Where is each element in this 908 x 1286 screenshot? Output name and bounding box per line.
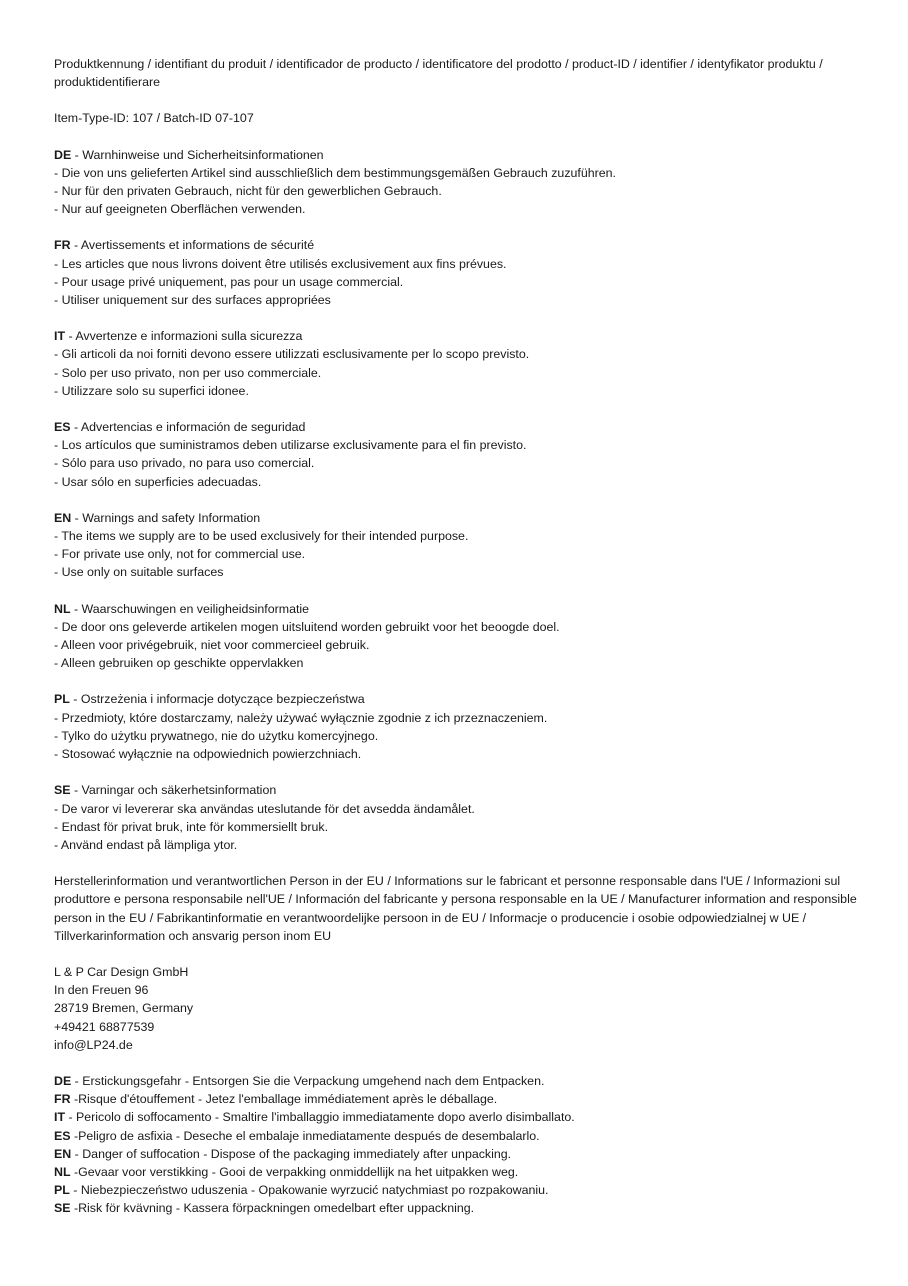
section-line: - Los artículos que suministramos deben utilizarse exclusivamente para el fin previsto.	[54, 438, 527, 453]
product-id-heading	[54, 55, 864, 91]
warning-line-it	[54, 1108, 864, 1126]
section-heading	[54, 690, 864, 708]
warning-line-se	[54, 1199, 864, 1217]
language-code: SE	[54, 783, 71, 798]
section-heading	[54, 146, 864, 164]
section-line: - Les articles que nous livrons doivent être utilisés exclusivement aux fins prévues.	[54, 256, 507, 271]
language-code: FR	[54, 1092, 71, 1107]
warning-line-pl	[54, 1181, 864, 1199]
section-line: - Utilizzare solo su superfici idonee.	[54, 383, 249, 398]
section-line: - Use only on suitable surfaces	[54, 565, 224, 580]
language-code: ES	[54, 1128, 71, 1143]
warning-line-nl	[54, 1163, 864, 1181]
language-code: NL	[54, 1164, 71, 1179]
section-de	[54, 146, 864, 219]
warning-text: - Erstickungsgefahr - Entsorgen Sie die Verpackung umgehend nach dem Entpacken.	[71, 1073, 545, 1088]
warning-text: -Gevaar voor verstikking - Gooi de verpakking onmiddellijk na het uitpakken weg.	[70, 1164, 519, 1179]
item-ids-text: Item-Type-ID: 107 / Batch-ID 07-107	[54, 111, 254, 126]
language-code: DE	[54, 147, 72, 162]
warning-text: -Risk för kvävning - Kassera förpackningen omedelbart efter uppackning.	[70, 1201, 475, 1216]
section-fr	[54, 236, 864, 309]
section-title: - Warnhinweise und Sicherheitsinformationen	[71, 147, 324, 162]
manufacturer-heading	[54, 872, 864, 945]
section-heading	[54, 600, 864, 618]
warning-text: -Peligro de asfixia - Deseche el embalaje inmediatamente después de desembalarlo.	[70, 1128, 540, 1143]
document-page	[54, 55, 864, 1236]
section-title: - Advertencias e información de seguridad	[70, 420, 306, 435]
section-title: - Varningar och säkerhetsinformation	[70, 783, 277, 798]
section-es	[54, 418, 864, 491]
section-pl	[54, 690, 864, 763]
section-heading	[54, 781, 864, 799]
section-line: - For private use only, not for commercial use.	[54, 547, 306, 562]
product-id-heading-text: Produktkennung / identifiant du produit / identificador de producto / identificatore del prodotto / product-ID / identifier / identyfikator produktu / produktidentifierare	[54, 57, 823, 90]
warning-text: - Niebezpieczeństwo uduszenia - Opakowanie wyrzucić natychmiast po rozpakowaniu.	[69, 1183, 549, 1198]
warning-line-en	[54, 1145, 864, 1163]
language-code: PL	[54, 1183, 70, 1198]
section-line: - Nur für den privaten Gebrauch, nicht für den gewerblichen Gebrauch.	[54, 184, 442, 199]
section-line: - Tylko do użytku prywatnego, nie do użytku komercyjnego.	[54, 728, 379, 743]
section-title: - Ostrzeżenia i informacje dotyczące bezpieczeństwa	[69, 692, 365, 707]
suffocation-warnings	[54, 1072, 864, 1218]
section-it	[54, 327, 864, 400]
language-code: SE	[54, 1201, 71, 1216]
city-address: 28719 Bremen, Germany	[54, 1001, 194, 1016]
section-line: - Använd endast på lämpliga ytor.	[54, 837, 238, 852]
section-line: - Utiliser uniquement sur des surfaces appropriées	[54, 293, 331, 308]
section-heading	[54, 236, 864, 254]
language-code: IT	[54, 329, 66, 344]
company-name: L & P Car Design GmbH	[54, 964, 189, 979]
section-title: - Avertissements et informations de sécurité	[70, 238, 315, 253]
language-code: IT	[54, 1110, 66, 1125]
section-line: - Sólo para uso privado, no para uso comercial.	[54, 456, 315, 471]
section-heading	[54, 418, 864, 436]
warning-text: - Pericolo di soffocamento - Smaltire l'imballaggio immediatamente dopo averlo disimballato.	[65, 1110, 575, 1125]
section-line: - Alleen voor privégebruik, niet voor commercieel gebruik.	[54, 638, 370, 653]
section-line: - Nur auf geeigneten Oberflächen verwenden.	[54, 202, 306, 217]
street-address: In den Freuen 96	[54, 983, 149, 998]
section-en	[54, 509, 864, 582]
warning-line-fr	[54, 1090, 864, 1108]
warning-line-es	[54, 1127, 864, 1145]
section-line: - Gli articoli da noi forniti devono essere utilizzati esclusivamente per lo scopo previsto.	[54, 347, 530, 362]
language-code: PL	[54, 692, 70, 707]
section-heading	[54, 327, 864, 345]
section-line: - Die von uns gelieferten Artikel sind ausschließlich dem bestimmungsgemäßen Gebrauch zuzuführen.	[54, 165, 616, 180]
language-code: ES	[54, 420, 71, 435]
section-line: - Pour usage privé uniquement, pas pour un usage commercial.	[54, 274, 404, 289]
section-nl	[54, 600, 864, 673]
section-line: - Usar sólo en superficies adecuadas.	[54, 474, 262, 489]
section-title: - Waarschuwingen en veiligheidsinformatie	[70, 601, 310, 616]
language-code: EN	[54, 1146, 72, 1161]
warning-line-de	[54, 1072, 864, 1090]
section-line: - De varor vi levererar ska användas uteslutande för det avsedda ändamålet.	[54, 801, 475, 816]
section-title: - Avvertenze e informazioni sulla sicurezza	[65, 329, 303, 344]
phone-number: +49421 68877539	[54, 1019, 155, 1034]
warning-text: -Risque d'étouffement - Jetez l'emballage immédiatement après le déballage.	[70, 1092, 498, 1107]
language-code: NL	[54, 601, 71, 616]
language-code: DE	[54, 1073, 72, 1088]
section-line: - De door ons geleverde artikelen mogen uitsluitend worden gebruikt voor het beoogde doel.	[54, 619, 560, 634]
section-se	[54, 781, 864, 854]
warning-text: - Danger of suffocation - Dispose of the packaging immediately after unpacking.	[71, 1146, 512, 1161]
section-line: - Przedmioty, które dostarczamy, należy używać wyłącznie zgodnie z ich przeznaczeniem.	[54, 710, 548, 725]
manufacturer-heading-text: Herstellerinformation und verantwortlichen Person in der EU / Informations sur le fabricant et personne responsable dans l'UE / Informazioni sul produttore e persona responsabile nell'UE / Información del fabricante y persona responsable en la UE / Manufacturer information and responsible person in the EU / Fabrikantinformatie en verantwoordelijke persoon in de EU / Informacje o producencie i osobie odpowiedzialnej w UE / Tillverkarinformation och ansvarig person inom EU	[54, 874, 857, 943]
email-address: info@LP24.de	[54, 1037, 133, 1052]
section-title: - Warnings and safety Information	[71, 510, 261, 525]
section-line: - Solo per uso privato, non per uso commerciale.	[54, 365, 322, 380]
language-code: FR	[54, 238, 71, 253]
section-line: - The items we supply are to be used exclusively for their intended purpose.	[54, 529, 469, 544]
manufacturer-address	[54, 963, 864, 1054]
section-line: - Alleen gebruiken op geschikte oppervlakken	[54, 656, 304, 671]
language-code: EN	[54, 510, 72, 525]
section-heading	[54, 509, 864, 527]
section-line: - Stosować wyłącznie na odpowiednich powierzchniach.	[54, 747, 362, 762]
item-ids	[54, 109, 864, 127]
section-line: - Endast för privat bruk, inte för kommersiellt bruk.	[54, 819, 329, 834]
